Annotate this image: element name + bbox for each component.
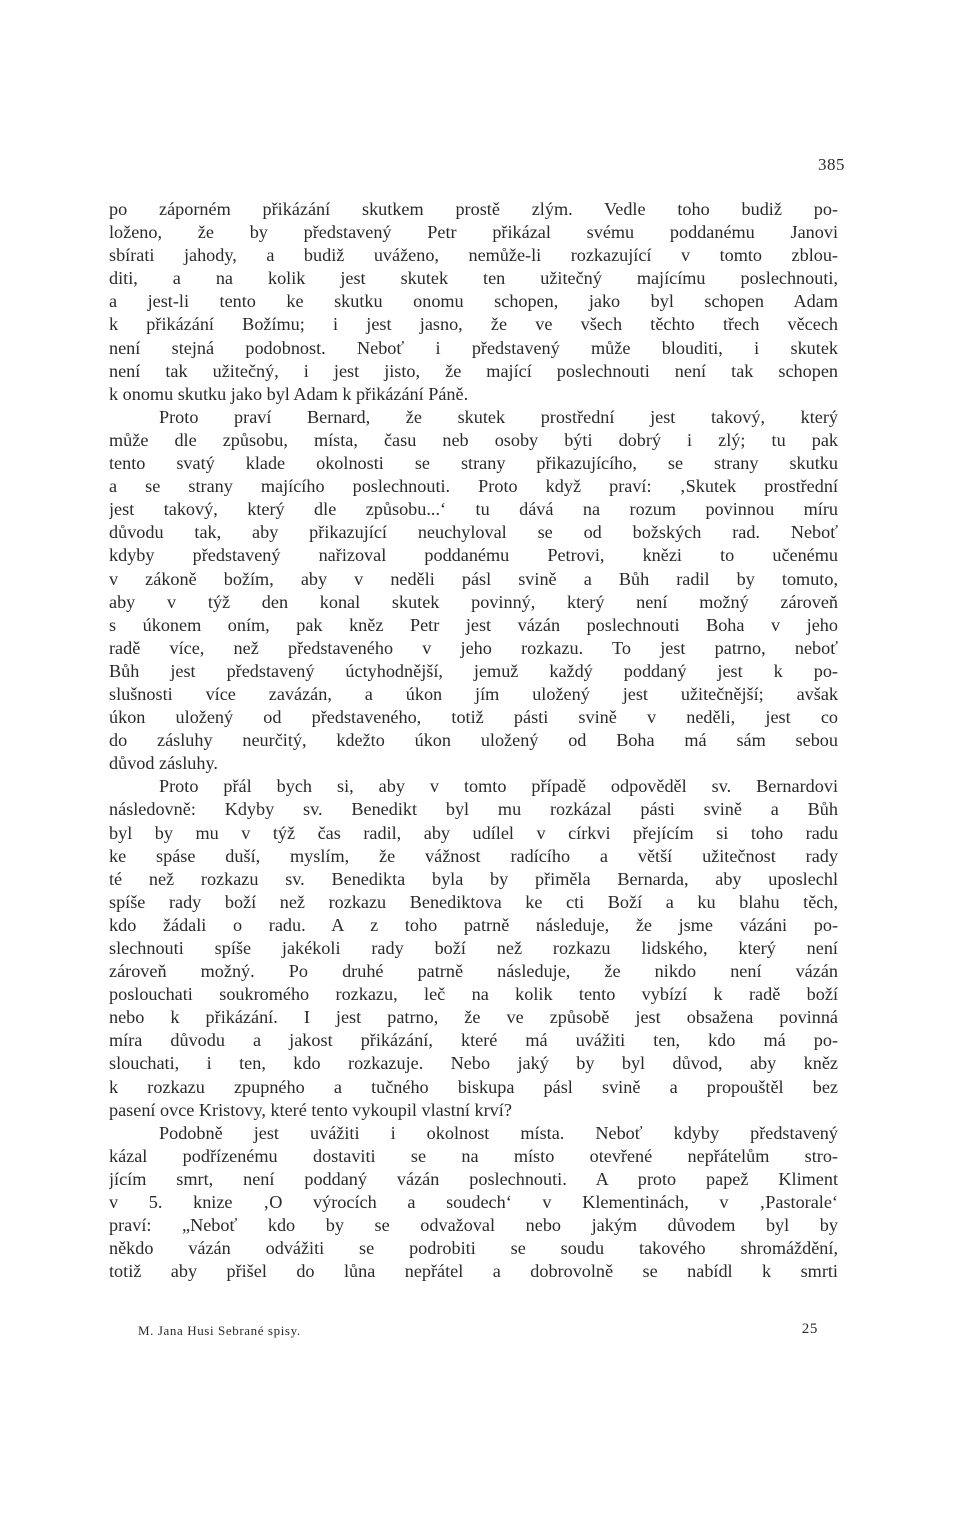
text-line: v zákoně božím, aby v neděli pásl svině a Bůh radil by tomuto, [109,568,838,589]
footer-sheet-number: 25 [801,1321,818,1337]
text-line: jest takový, který dle způsobu...‘ tu dává na rozum povinnou míru [109,499,838,520]
text-line: do zásluhy neurčitý, kdežto úkon uložený od Boha má sám sebou [109,730,838,751]
text-line: diti, a na kolik jest skutek ten užitečný majícímu poslechnouti, [109,268,838,289]
text-line: a jest-li tento ke skutku onomu schopen, jako byl schopen Adam [109,291,838,312]
text-line: Proto praví Bernard, že skutek prostřední jest takový, který [159,406,838,427]
text-line: kdo žádali o radu. A z toho patrně následuje, že jsme vázáni po- [109,914,838,935]
text-line: po záporném přikázání skutkem prostě zlým. Vedle toho budiž po- [109,199,838,219]
text-line: úkon uložený od představeného, totiž pásti svině v neděli, jest co [109,707,838,728]
text-line: té než rozkazu sv. Benedikta byla by přiměla Bernarda, aby uposlechl [109,868,838,889]
text-line: může dle způsobu, místa, času neb osoby býti dobrý i zlý; tu pak [109,429,838,450]
text-line: nebo k přikázání. I jest patrno, že ve způsobě jest obsažena povinná [109,1007,838,1028]
text-line: zároveň možný. Po druhé patrně následuje, že nikdo není vázán [109,961,838,982]
text-line: důvod zásluhy. [109,753,218,774]
text-line: není tak užitečný, i jest jisto, že mající poslechnouti není tak schopen [109,360,838,381]
text-line: někdo vázán odvážiti se podrobiti se soudu takového shromáždění, [109,1238,838,1259]
text-line: pasení ovce Kristovy, které tento vykoupil vlastní krví? [109,1099,512,1120]
page-footer [138,1323,838,1343]
text-line: k přikázání Božímu; i jest jasno, že ve všech těchto třech věcech [109,314,838,335]
text-line: totiž aby přišel do lůna nepřátel a dobrovolně se nabídl k smrti [109,1261,838,1282]
text-line: ke spáse duší, myslím, že vážnost radícího a větší užitečnost rady [109,845,838,866]
text-line: k onomu skutku jako byl Adam k přikázání Páně. [109,383,469,404]
text-line: praví: „Neboť kdo by se odvažoval nebo jakým důvodem byl by [109,1215,838,1236]
text-line: slušnosti více zavázán, a úkon jím uložený jest užitečnější; avšak [109,683,838,704]
text-line: sbírati jahody, a budiž uváženo, nemůže-li rozkazující v tomto zblou- [109,245,838,266]
text-line: slouchati, i ten, kdo rozkazuje. Nebo jaký by byl důvod, aby kněz [109,1053,838,1074]
text-line: poslouchati soukromého rozkazu, leč na kolik tento vybízí k radě boží [109,984,838,1005]
footer-signature: M. Jana Husi Sebrané spisy. [138,1323,301,1338]
text-line: míra důvodu a jakost přikázání, které má uvážiti ten, kdo má po- [109,1030,838,1051]
text-line: spíše rady boží než rozkazu Benediktova ke cti Boží a ku blahu těch, [109,891,838,912]
text-line: kdyby představený nařizoval poddanému Petrovi, knězi to učenému [109,545,838,566]
text-line: aby v týž den konal skutek povinný, který není možný zároveň [109,591,838,612]
text-line: byl by mu v týž čas radil, aby udílel v církvi přejícím si toho radu [109,822,838,843]
text-line: loženo, že by představený Petr přikázal svému poddanému Janovi [109,222,838,243]
text-line: kázal podřízenému dostaviti se na místo otevřené nepřátelům stro- [109,1145,838,1166]
body-text [109,198,838,1283]
text-line: není stejná podobnost. Neboť i představený může blouditi, i skutek [109,337,838,358]
text-line: slechnouti spíše jakékoli rady boží než rozkazu lidského, který není [109,938,838,958]
text-line: s úkonem oním, pak kněz Petr jest vázán poslechnouti Boha v jeho [109,614,838,635]
page-number: 385 [818,155,845,174]
text-line: důvodu tak, aby přikazující neuchyloval se od božských rad. Neboť [109,522,838,543]
text-line: k rozkazu zpupného a tučného biskupa pásl svině a propouštěl bez [109,1076,838,1097]
text-line: Podobně jest uvážiti i okolnost místa. Neboť kdyby představený [159,1122,838,1143]
text-line: následovně: Kdyby sv. Benedikt byl mu rozkázal pásti svině a Bůh [109,799,838,820]
text-line: a se strany majícího poslechnouti. Proto když praví: ‚Skutek prostřední [109,476,838,497]
text-line: Proto přál bych si, aby v tomto případě odpověděl sv. Bernardovi [159,776,838,797]
text-line: tento svatý klade okolnosti se strany přikazujícího, se strany skutku [109,453,838,474]
text-line: jícím smrt, není poddaný vázán poslechnouti. A proto papež Kliment [109,1168,838,1189]
text-line: Bůh jest představený úctyhodnější, jemuž každý poddaný jest k po- [109,660,838,681]
text-line: v 5. knize ‚O výrocích a soudech‘ v Klementinách, v ‚Pastorale‘ [109,1192,838,1213]
text-line: radě více, než představeného v jeho rozkazu. To jest patrno, neboť [109,637,838,658]
